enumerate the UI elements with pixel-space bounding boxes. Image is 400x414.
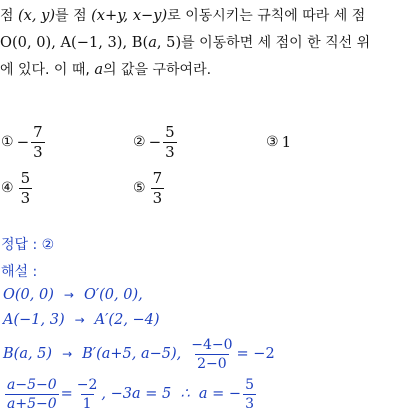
fraction-denominator: 1 [82, 395, 92, 412]
result-fraction [243, 378, 256, 411]
problem-statement [0, 2, 400, 83]
fraction-numerator: a−5−0 [7, 376, 57, 393]
fraction-numerator: 5 [20, 168, 31, 187]
explanation-label: 해설 : [1, 264, 38, 280]
choice-2[interactable] [133, 119, 179, 165]
fraction-denominator: 3 [33, 142, 43, 161]
math-expression: = −2 [236, 346, 275, 362]
right-arrow-icon: → [74, 313, 85, 327]
math-expression: (x, y) [17, 7, 56, 24]
choice-fraction [31, 122, 45, 161]
problem-text: 에 있다. 이 때, [0, 62, 95, 78]
problem-line-1 [0, 2, 400, 29]
choice-number: ② [133, 134, 146, 150]
answer-value: ② [41, 237, 55, 253]
choice-4[interactable] [1, 165, 34, 211]
choice-fraction [163, 122, 177, 161]
choice-fraction [19, 168, 33, 207]
problem-text: 점 [0, 8, 18, 24]
choice-sign: − [16, 133, 30, 151]
fraction-denominator: 3 [152, 188, 163, 207]
slope-fraction [75, 378, 100, 411]
explanation-row-4 [3, 374, 258, 414]
fraction-denominator: 3 [20, 188, 31, 207]
explanation-row-1 [3, 284, 143, 306]
problem-line-3 [0, 56, 400, 83]
fraction-denominator: 2−0 [197, 355, 227, 372]
slope-fraction [189, 338, 234, 371]
problem-text: 의 값을 구하여라. [103, 62, 212, 78]
choice-fraction [151, 168, 165, 207]
math-expression: B′(a+5, a−5), [82, 346, 182, 362]
problem-text: 를 점 [55, 8, 92, 24]
explanation-row-2 [3, 309, 160, 331]
fraction-numerator: 5 [245, 376, 254, 393]
math-variable: a [94, 61, 104, 78]
fraction-denominator: a+5−0 [7, 395, 57, 412]
math-expression: A′(2, −4) [94, 312, 160, 328]
math-expression: (x+y, x−y) [91, 7, 168, 24]
slope-fraction [5, 378, 59, 411]
math-expression: , 5) [156, 34, 182, 51]
choice-number: ④ [1, 180, 14, 196]
fraction-numerator: −4−0 [191, 336, 233, 353]
choice-number: ⑤ [133, 180, 146, 196]
math-variable: a [148, 34, 157, 51]
choice-1[interactable] [1, 119, 47, 165]
choice-3[interactable] [266, 119, 291, 165]
fraction-numerator: 7 [33, 122, 43, 141]
choice-sign: − [148, 133, 162, 151]
right-arrow-icon: → [62, 347, 73, 361]
fraction-numerator: −2 [76, 376, 98, 393]
fraction-numerator: 5 [165, 122, 175, 141]
choice-5[interactable] [133, 165, 166, 211]
problem-line-2 [0, 29, 400, 56]
math-expression: O(0, 0) [3, 287, 54, 303]
choice-number: ③ [266, 134, 279, 150]
fraction-denominator: 3 [245, 395, 254, 412]
math-expression: O(0, 0), A(−1, 3), B( [0, 34, 149, 51]
fraction-denominator: 3 [165, 142, 175, 161]
math-expression: = [60, 386, 73, 402]
right-arrow-icon: → [63, 288, 74, 302]
explanation-row-3 [3, 334, 275, 374]
math-expression: , −3a = 5 ∴ a = − [101, 386, 242, 402]
problem-text: 로 이동시키는 규칙에 따라 세 점 [167, 8, 366, 24]
problem-text: 를 이동하면 세 점이 한 직선 위 [181, 35, 371, 51]
answer-label: 정답 : [1, 237, 42, 253]
math-expression: O′(0, 0), [83, 287, 143, 303]
fraction-numerator: 7 [152, 168, 163, 187]
math-expression: A(−1, 3) [3, 312, 65, 328]
answer-line [1, 234, 54, 254]
math-expression: B(a, 5) [3, 346, 53, 362]
choice-value: 1 [281, 133, 292, 151]
choice-number: ① [1, 134, 14, 150]
